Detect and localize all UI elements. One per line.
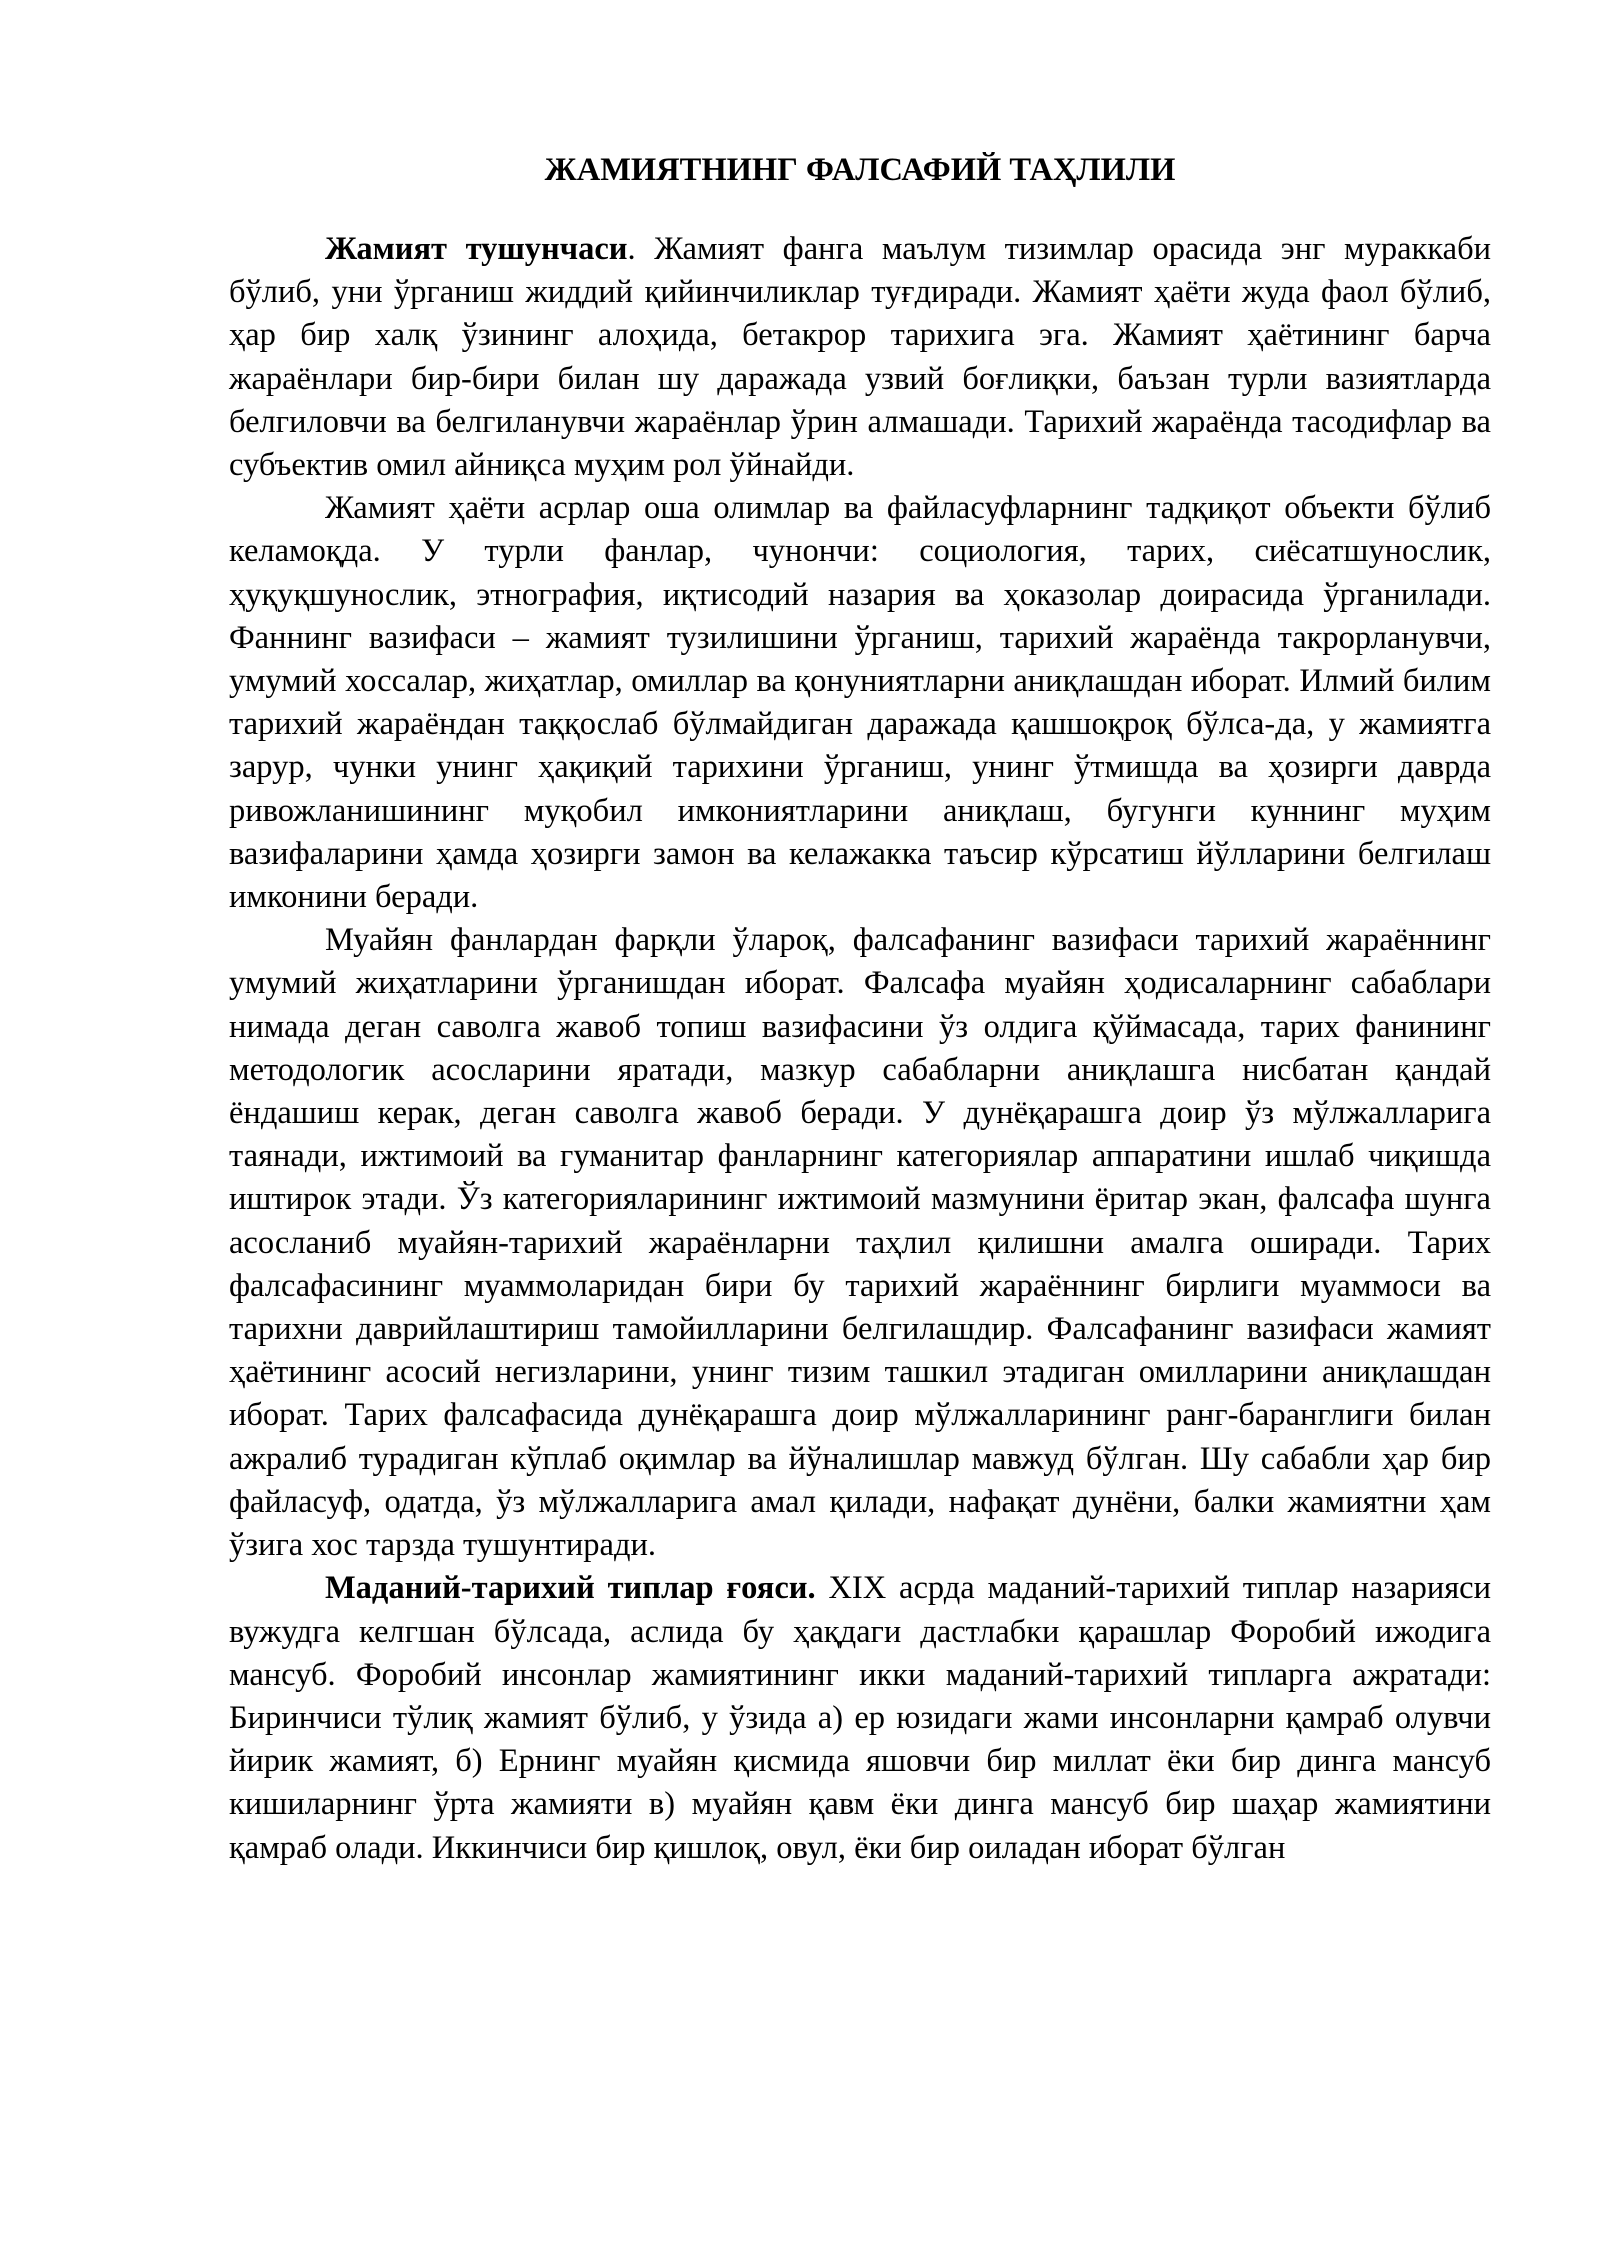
paragraph-philosophy-task: [229, 919, 1491, 1567]
paragraph-heading: Маданий-тарихий типлар ғояси.: [325, 1570, 816, 1607]
paragraph-text: XIX асрда маданий-тарихий типлар назарияси вужудга келгшан бўлсада, аслида бу ҳақдаги дастлабки қарашлар Форобий ижодига мансуб. Форобий инсонлар жамиятининг икки маданий-тарихий типларга ажратади: Биринчиси тўлиқ жамият бўлиб, у ўзида а) ер юзидаги жами инсонларни қамраб олувчи йирик жамият, б) Ернинг муайян қисмида яшовчи бир миллат ёки бир динга мансуб кишиларнинг ўрта жамияти в) муайян қавм ёки динга мансуб бир шаҳар жамиятини қамраб олади. Иккинчиси бир қишлоқ, овул, ёки бир оиладан иборат бўлган: [229, 1570, 1491, 1866]
paragraph-society-study: [229, 487, 1491, 919]
paragraph-text: Муайян фанлардан фарқли ўлароқ, фалсафанинг вазифаси тарихий жараённинг умумий жиҳатларини ўрганишдан иборат. Фалсафа муайян ҳодисаларнинг сабаблари нимада деган саволга жавоб топиш вазифасини ўз олдига қўймасада, тарих фанининг методологик асосларини яратади, мазкур сабабларни аниқлашга нисбатан қандай ёндашиш керак, деган саволга жавоб беради. У дунёқарашга доир ўз мўлжалларига таянади, ижтимоий ва гуманитар фанларнинг категориялар аппаратини ишлаб чиқишда иштирок этади. Ўз категорияларининг ижтимоий мазмунини ёритар экан, фалсафа шунга асосланиб муайян-тарихий жараёнларни таҳлил қилишни амалга оширади. Тарих фалсафасининг муаммоларидан бири бу тарихий жараённинг бирлиги муаммоси ва тарихни даврийлаштириш тамойилларини белгилашдир. Фалсафанинг вазифаси жамият ҳаётининг асосий негизларини, унинг тизим ташкил этадиган омилларини аниқлашдан иборат. Тарих фалсафасида дунёқарашга доир мўлжалларининг ранг-баранглиги билан ажралиб турадиган кўплаб оқимлар ва йўналишлар мавжуд бўлган. Шу сабабли ҳар бир файласуф, одатда, ўз мўлжалларига амал қилади, нафақат дунёни, балки жамиятни ҳам ўзига хос тарзда тушунтиради.: [229, 922, 1491, 1564]
paragraph-heading: Жамият тушунчаси: [325, 231, 628, 267]
paragraph-society-concept: [229, 228, 1491, 487]
paragraph-text: . Жамият фанга маълум тизимлар орасида энг мураккаби бўлиб, уни ўрганиш жиддий қийинчиликлар туғдиради. Жамият ҳаёти жуда фаол бўлиб, ҳар бир халқ ўзининг алоҳида, бетакрор тарихига эга. Жамият ҳаётининг барча жараёнлари бир-бири билан шу даражада узвий боғлиқки, баъзан турли вазиятларда белгиловчи ва белгиланувчи жараёнлар ўрин алмашади. Тарихий жараёнда тасодифлар ва субъектив омил айниқса муҳим рол ўйнайди.: [229, 231, 1491, 484]
paragraph-cultural-historical-types: [229, 1567, 1491, 1869]
paragraph-text: Жамият ҳаёти асрлар оша олимлар ва файласуфларнинг тадқиқот объекти бўлиб келамоқда. У турли фанлар, чунончи: социология, тарих, сиёсатшунослик, ҳуқуқшунослик, этнография, иқтисодий назария ва ҳоказолар доирасида ўрганилади. Фаннинг вазифаси – жамият тузилишини ўрганиш, тарихий жараёнда такрорланувчи, умумий хоссалар, жиҳатлар, омиллар ва қонуниятларни аниқлашдан иборат. Илмий билим тарихий жараёндан таққослаб бўлмайдиган даражада қашшоқроқ бўлса-да, у жамиятга зарур, чунки унинг ҳақиқий тарихини ўрганиш, унинг ўтмишда ва ҳозирги даврда ривожланишининг муқобил имкониятларини аниқлаш, бугунги куннинг муҳим вазифаларини ҳамда ҳозирги замон ва келажакка таъсир кўрсатиш йўлларини белгилаш имконини беради.: [229, 490, 1491, 916]
document-body: [229, 150, 1491, 1870]
document-title: ЖАМИЯТНИНГ ФАЛСАФИЙ ТАҲЛИЛИ: [544, 152, 1176, 188]
